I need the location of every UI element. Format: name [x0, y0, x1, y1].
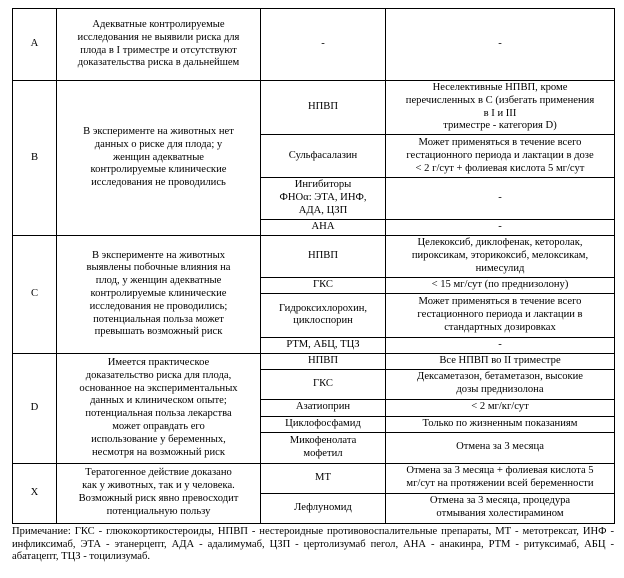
drug-note-cell: Только по жизненным показаниям: [386, 416, 615, 432]
drug-note-cell: Отмена за 3 месяца + фолиевая кислота 5 мг/сут на протяжении всей беременности: [386, 463, 615, 493]
drug-cell: Сульфасалазин: [261, 135, 386, 178]
category-letter: B: [13, 81, 57, 236]
drug-cell: НПВП: [261, 235, 386, 277]
drug-cell: Лефлуномид: [261, 493, 386, 523]
category-description: Имеется практическое доказательство риска для плода, основанное на экспериментальных данных и клиническом опыте; потенциальная польза лекарства может оправдать его использование у беременных, несмотря на возможный риск: [57, 353, 261, 463]
row-category-d: [13, 353, 615, 369]
row-category-c: [13, 235, 615, 277]
category-letter: A: [13, 9, 57, 81]
drug-cell: -: [261, 9, 386, 81]
drug-note-cell: Неселективные НПВП, кроме перечисленных в С (избегать применения в I и III триместре - категория D): [386, 81, 615, 135]
drug-note-cell: Может применяться в течение всего гестационного периода и лактации в дозе < 2 г/сут + фолиевая кислота 5 мг/сут: [386, 135, 615, 178]
drug-cell: Гидроксихлорохин, циклоспорин: [261, 293, 386, 337]
drug-note-cell: Дексаметазон, бетаметазон, высокие дозы преднизолона: [386, 369, 615, 399]
drug-note-cell: < 2 мг/кг/сут: [386, 399, 615, 416]
drug-cell: АНА: [261, 220, 386, 236]
drug-cell: НПВП: [261, 353, 386, 369]
category-letter: D: [13, 353, 57, 463]
category-description: В эксперименте на животных нет данных о риске для плода; у женщин адекватные контролируемые клинические исследования не проводились: [57, 81, 261, 236]
category-description: Адекватные контролируемые исследования не выявили риска для плода в I триместре и отсутствуют доказательства риска в дальнейшем: [57, 9, 261, 81]
drug-cell: Циклофосфамид: [261, 416, 386, 432]
drug-cell: Ингибиторы ФНОα: ЭТА, ИНФ, АДА, ЦЗП: [261, 178, 386, 220]
category-letter: X: [13, 463, 57, 523]
drug-note-cell: -: [386, 337, 615, 353]
fda-category-table: [12, 8, 615, 524]
drug-cell: МТ: [261, 463, 386, 493]
drug-note-cell: Целекоксиб, диклофенак, кеторолак, пироксикам, эторикоксиб, мелоксикам, нимесулид: [386, 235, 615, 277]
drug-cell: РТМ, АБЦ, ТЦЗ: [261, 337, 386, 353]
drug-note-cell: Отмена за 3 месяца, процедура отмывания холестирамином: [386, 493, 615, 523]
category-letter: C: [13, 235, 57, 353]
drug-note-cell: Отмена за 3 месяца: [386, 432, 615, 463]
row-category-x: [13, 463, 615, 493]
category-description: Тератогенное действие доказано как у животных, так и у человека. Возможный риск явно превосходит потенциальную пользу: [57, 463, 261, 523]
drug-note-cell: Все НПВП во II триместре: [386, 353, 615, 369]
drug-note-cell: -: [386, 9, 615, 81]
drug-cell: Микофенолата мофетил: [261, 432, 386, 463]
drug-cell: НПВП: [261, 81, 386, 135]
row-category-a: [13, 9, 615, 81]
row-category-b: [13, 81, 615, 135]
category-description: В эксперименте на животных выявлены побочные влияния на плод, у женщин адекватные контролируемые клинические исследования не проводились; потенциальная польза может превышать возможный риск: [57, 235, 261, 353]
drug-note-cell: < 15 мг/сут (по преднизолону): [386, 277, 615, 293]
drug-cell: ГКС: [261, 277, 386, 293]
drug-cell: Азатиоприн: [261, 399, 386, 416]
drug-note-cell: Может применяться в течение всего гестационного периода и лактации в стандартных дозировках: [386, 293, 615, 337]
table-footnote: Примечание: ГКС - глюкокортикостероиды, НПВП - нестероидные противовоспалительные препараты, МТ - метотрексат, ИНФ - инфликсимаб, ЭТА - этанерцепт, АДА - адалимумаб, ЦЗП - цертолизумаб пегол, АНА - анакинра, РТМ - ритуксимаб, АБЦ - абатацепт, ТЦЗ - тоцилизумаб.: [12, 526, 614, 563]
drug-note-cell: -: [386, 220, 615, 236]
drug-cell: ГКС: [261, 369, 386, 399]
drug-note-cell: -: [386, 178, 615, 220]
